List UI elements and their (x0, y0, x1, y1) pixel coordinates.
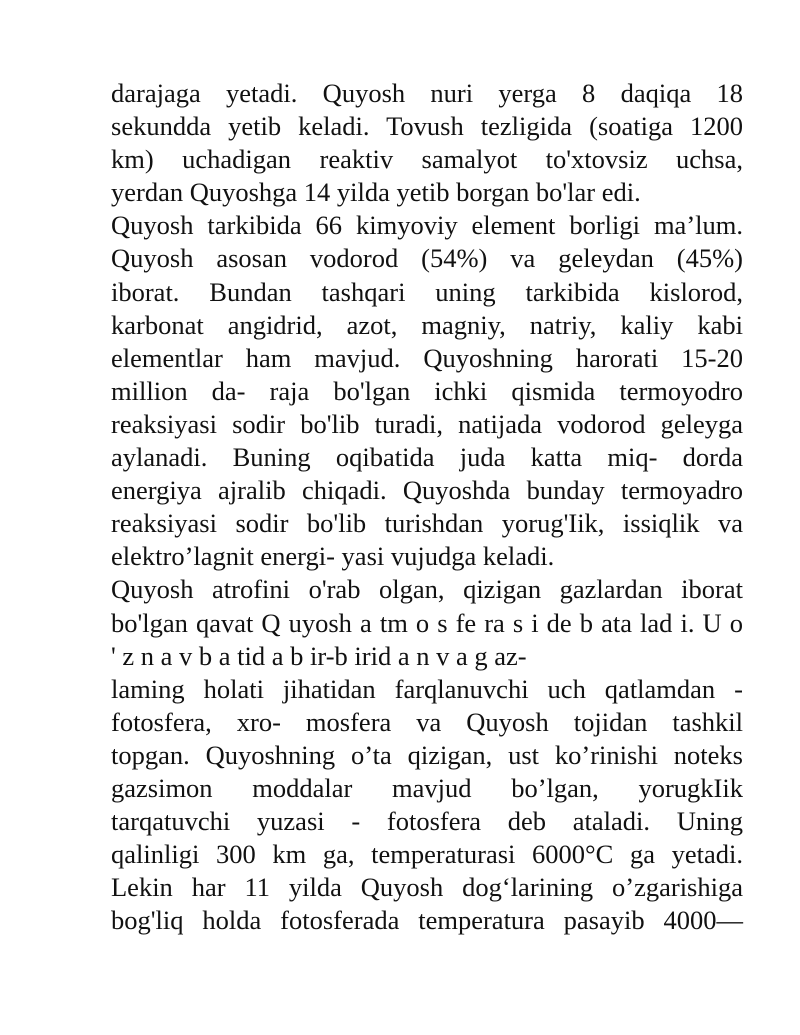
page-text (111, 77, 743, 937)
text-line: Quyosh atrofini o'rab olgan, qizigan gazlardan iborat (111, 574, 743, 605)
paragraph (111, 573, 743, 672)
text-line: tarqatuvchi yuzasi - fotosfera deb ataladi. Uning (111, 806, 743, 837)
text-line: ' z n a v b a tid a b ir-b irid a n v a g az- (111, 640, 527, 671)
text-line: bo'lgan qavat Q uyosh a tm o s fe ra s i de b ata lad i. U o (111, 607, 743, 638)
text-line: Lekin har 11 yilda Quyosh dog‘larining o’zgarishiga (111, 872, 743, 903)
text-line: reaksiyasi sodir bo'lib turadi, natijada vodorod geleyga (111, 408, 743, 439)
text-line: topgan. Quyoshning o’ta qizigan, ust ko’rinishi noteks (111, 739, 743, 770)
text-line: million da- raja bo'lgan ichki qismida termoyodro (111, 375, 743, 406)
text-line: bog'liq holda fotosferada temperatura pasayib 4000— (111, 905, 743, 936)
text-line: elektro’lagnit energi- yasi vujudga keladi. (111, 541, 555, 572)
text-line: gazsimon moddalar mavjud bo’lgan, yorugkIik (111, 772, 743, 803)
text-line: aylanadi. Buning oqibatida juda katta miq- dorda (111, 442, 743, 473)
text-line: laming holati jihatidan farqlanuvchi uch qatlamdan - (111, 673, 743, 704)
text-line: qalinligi 300 km ga, temperaturasi 6000°C ga yetadi. (111, 839, 743, 870)
text-line: yerdan Quyoshga 14 yilda yetib borgan bo'lar edi. (111, 177, 641, 208)
text-line: Quyosh asosan vodorod (54%) va geleydan (45%) (111, 243, 743, 274)
text-line: reaksiyasi sodir bo'lib turishdan yorug'Iik, issiqlik va (111, 508, 743, 539)
paragraph (111, 673, 743, 938)
text-line: karbonat angidrid, azot, magniy, natriy, kaliy kabi (111, 309, 743, 340)
text-line: Quyosh tarkibida 66 kimyoviy element borligi ma’lum. (111, 210, 743, 241)
text-line: sekundda yetib keladi. Tovush tezligida (soatiga 1200 (111, 111, 743, 142)
text-line: fotosfera, xro- mosfera va Quyosh tojidan tashkil (111, 706, 743, 737)
text-line: iborat. Bundan tashqari uning tarkibida kislorod, (111, 276, 743, 307)
text-line: energiya ajralib chiqadi. Quyoshda bunday termoyadro (111, 475, 743, 506)
paragraph (111, 209, 743, 573)
text-line: km) uchadigan reaktiv samalyot to'xtovsiz uchsa, (111, 144, 743, 175)
paragraph (111, 77, 743, 209)
text-line: darajaga yetadi. Quyosh nuri yerga 8 daqiqa 18 (111, 78, 743, 108)
text-line: elementlar ham mavjud. Quyoshning harorati 15-20 (111, 342, 743, 373)
